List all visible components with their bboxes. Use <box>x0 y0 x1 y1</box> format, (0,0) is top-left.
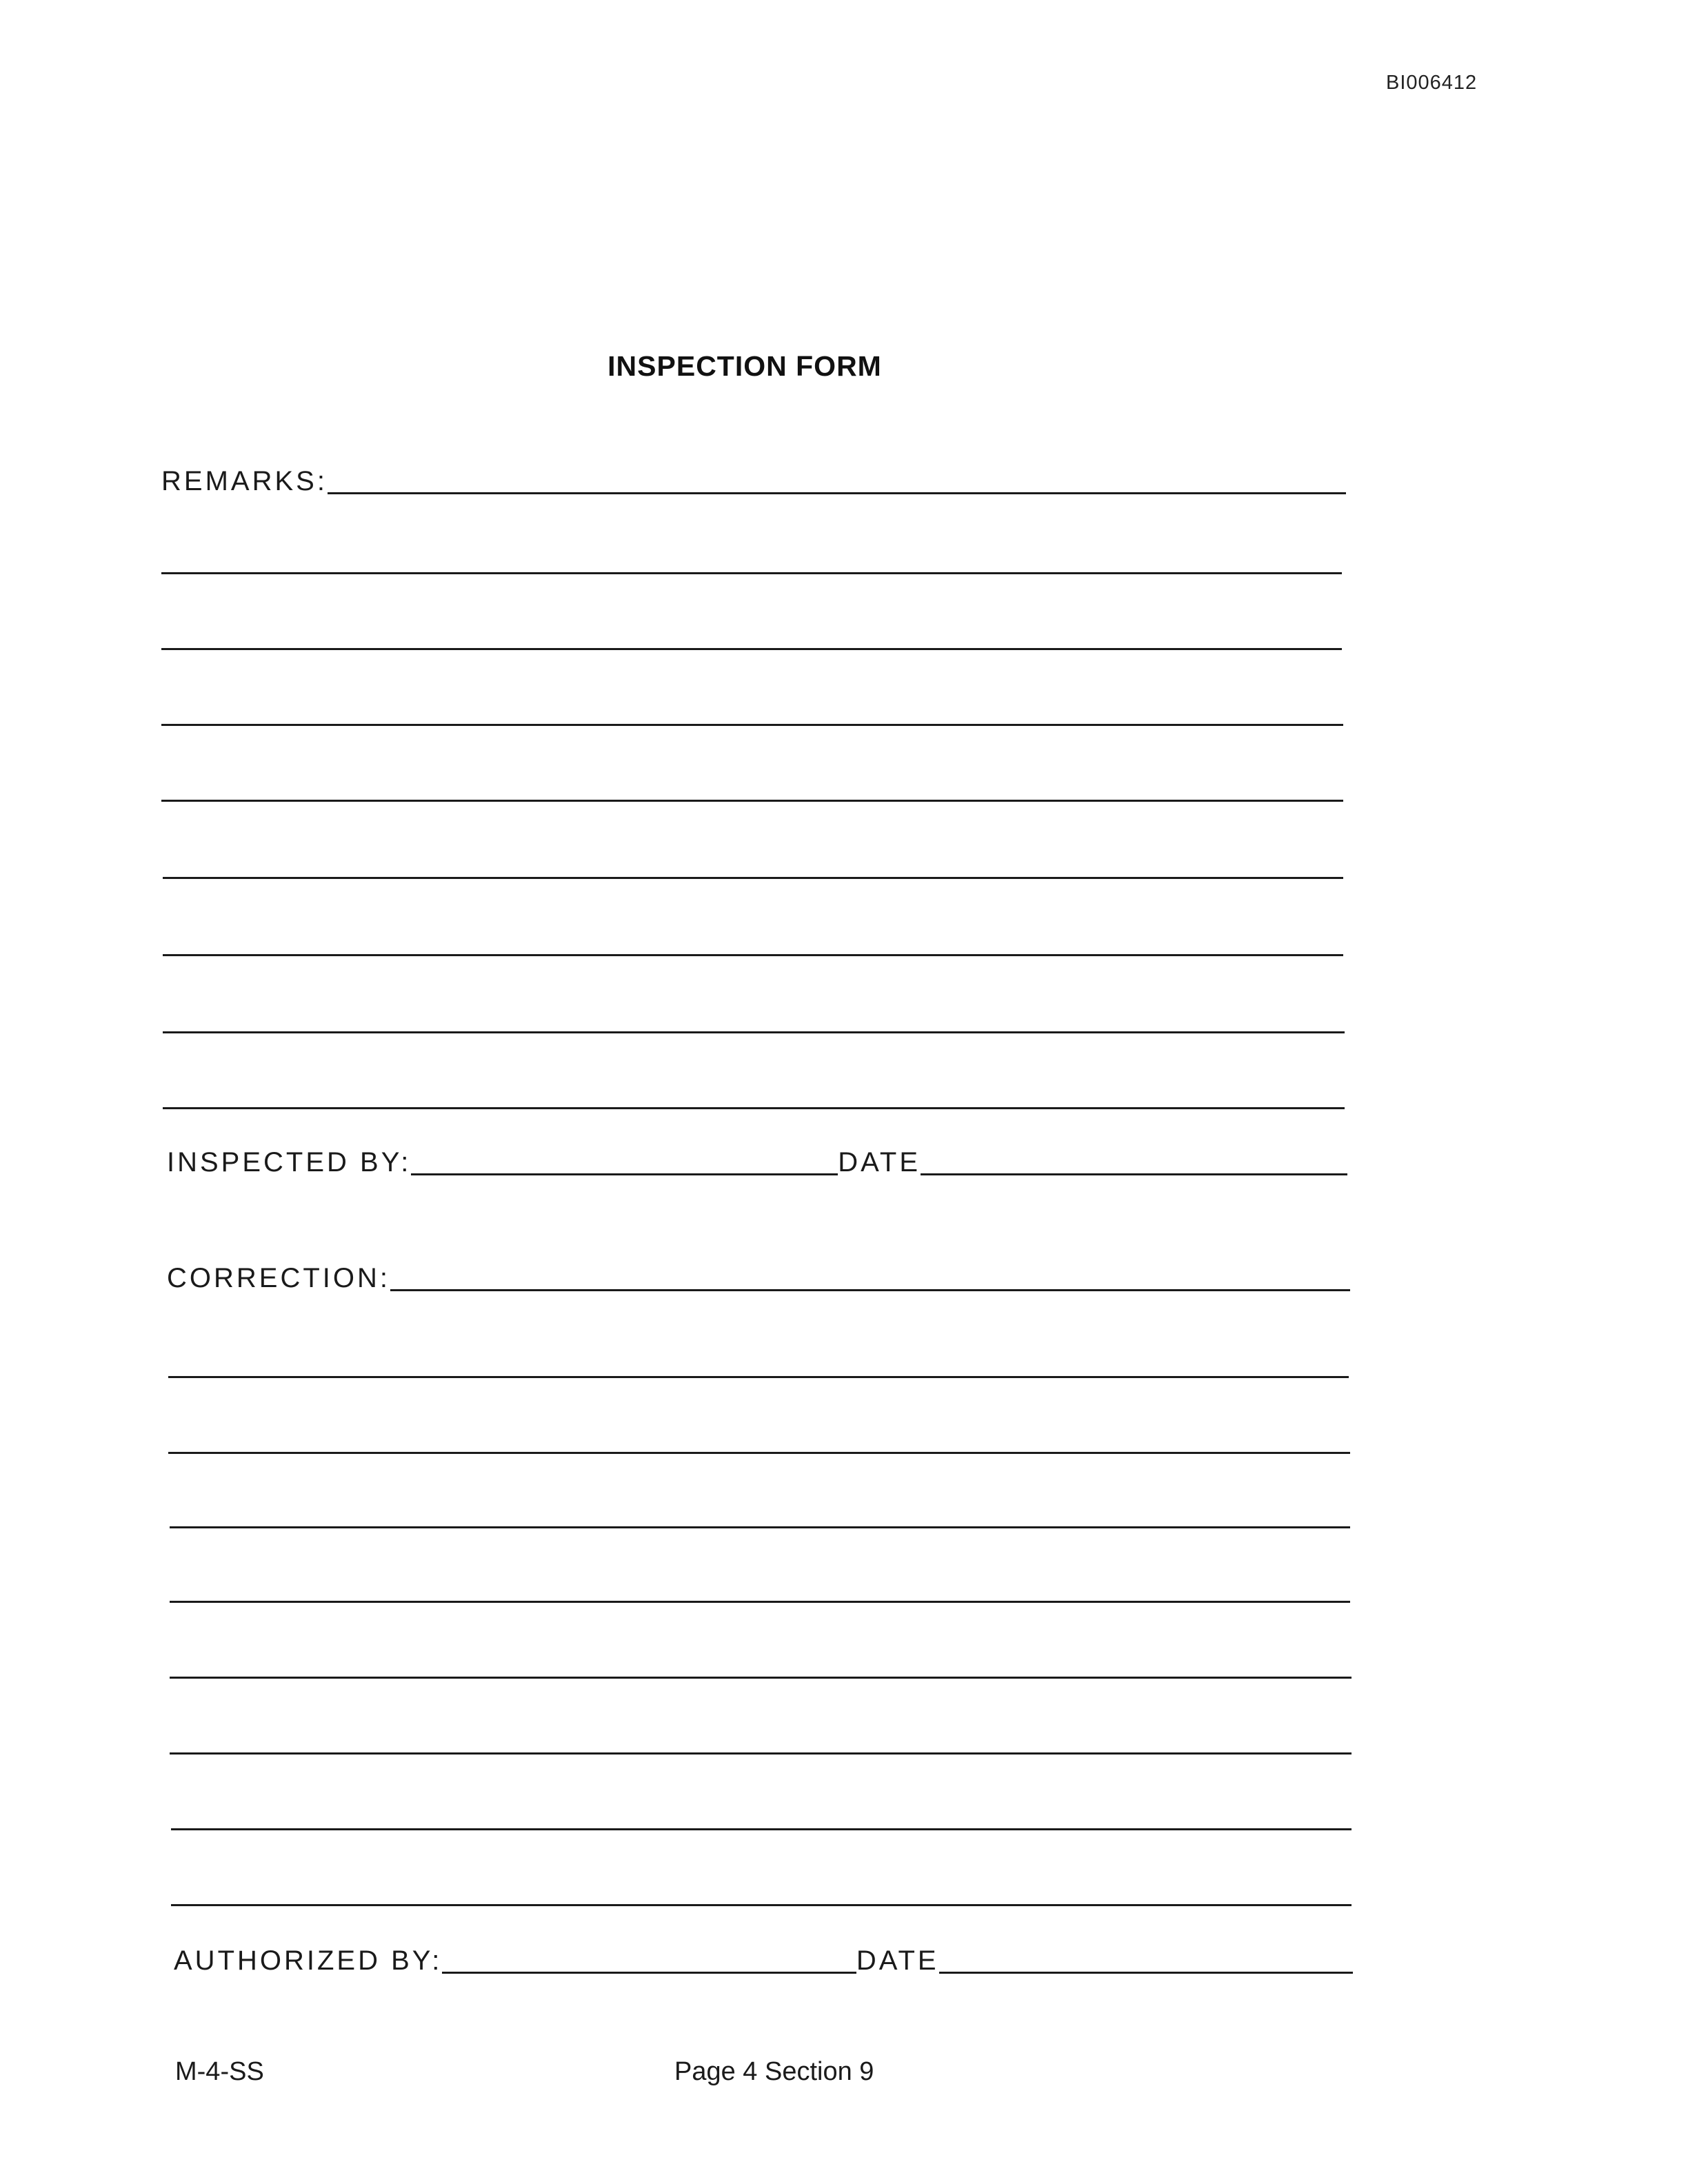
correction-row <box>167 1263 1350 1297</box>
authorized-by-row <box>174 1945 1353 1979</box>
correction-line[interactable] <box>171 1828 1352 1830</box>
remarks-field[interactable] <box>328 492 1346 494</box>
inspected-by-row <box>167 1147 1347 1181</box>
authorized-date-field[interactable] <box>939 1972 1353 1974</box>
correction-line[interactable] <box>168 1452 1350 1454</box>
correction-line[interactable] <box>170 1752 1352 1755</box>
inspected-by-field[interactable] <box>411 1173 838 1175</box>
remarks-row <box>161 466 1346 500</box>
remarks-line[interactable] <box>161 724 1343 726</box>
remarks-label: REMARKS: <box>161 466 328 496</box>
authorized-by-label: AUTHORIZED BY: <box>174 1945 443 1976</box>
correction-line[interactable] <box>170 1677 1352 1679</box>
correction-field[interactable] <box>390 1289 1350 1291</box>
inspected-date-field[interactable] <box>921 1173 1347 1175</box>
remarks-line[interactable] <box>161 572 1342 574</box>
authorized-date-label: DATE <box>856 1945 939 1976</box>
remarks-line[interactable] <box>163 877 1343 879</box>
authorized-by-field[interactable] <box>442 1972 856 1974</box>
remarks-line[interactable] <box>163 954 1343 956</box>
inspected-by-label: INSPECTED BY: <box>167 1147 412 1177</box>
remarks-line[interactable] <box>163 1107 1345 1109</box>
remarks-line[interactable] <box>161 800 1343 802</box>
document-id: BI006412 <box>1386 72 1478 94</box>
correction-line[interactable] <box>168 1376 1349 1378</box>
correction-line[interactable] <box>171 1904 1352 1906</box>
form-code: M-4-SS <box>175 2057 264 2086</box>
remarks-line[interactable] <box>161 648 1342 650</box>
page-section-label: Page 4 Section 9 <box>674 2057 874 2086</box>
remarks-line[interactable] <box>163 1031 1345 1033</box>
inspected-date-label: DATE <box>838 1147 921 1177</box>
correction-line[interactable] <box>170 1601 1350 1603</box>
form-title: INSPECTION FORM <box>607 350 882 382</box>
correction-line[interactable] <box>170 1526 1350 1528</box>
correction-label: CORRECTION: <box>167 1263 390 1293</box>
